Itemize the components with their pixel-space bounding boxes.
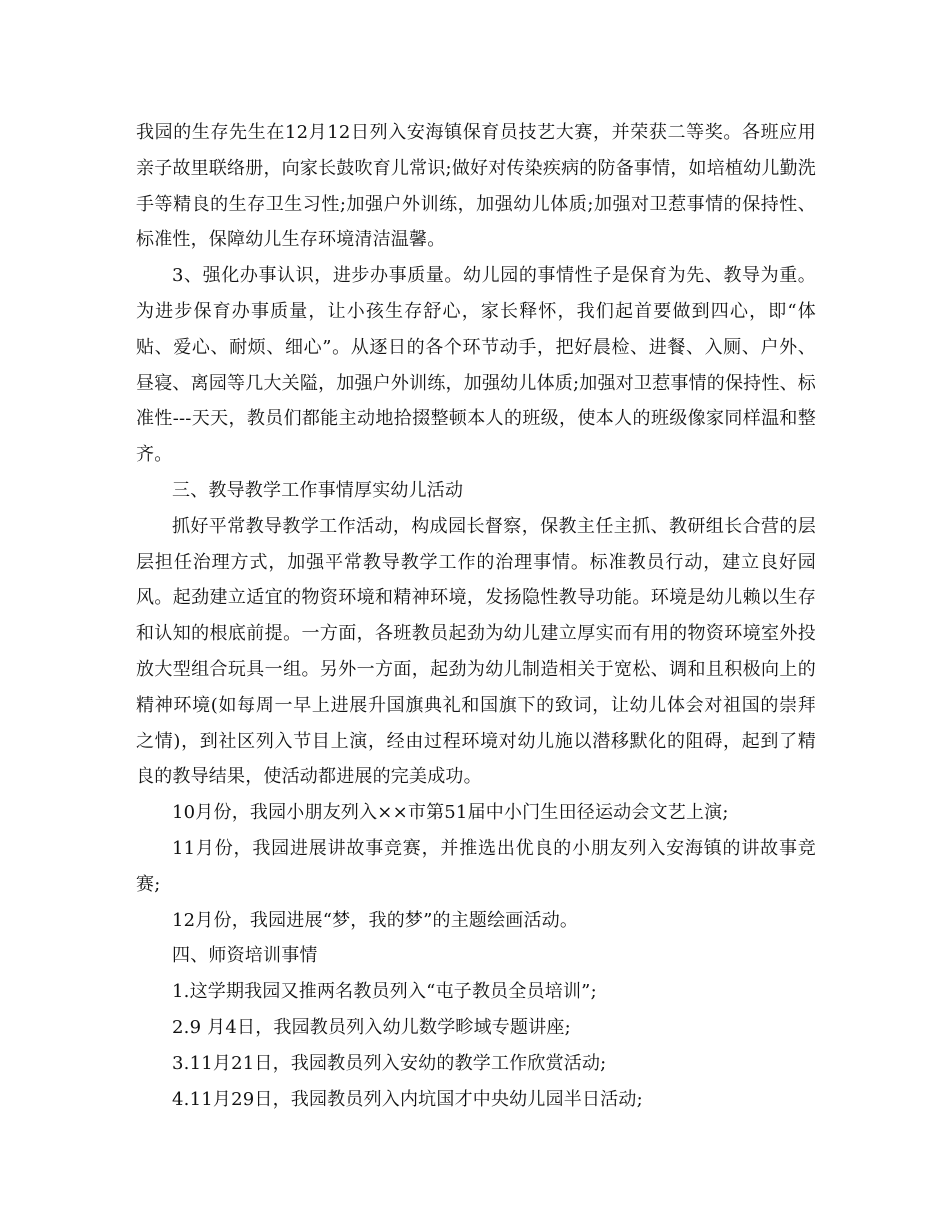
paragraph-continuation: 我园的生存先生在12月12日列入安海镇保育员技艺大赛，并荣获二等奖。各班应用亲子故里联络册，向家长鼓吹育儿常识;做好对传染疾病的防备事情，如培植幼儿勤洗手等精良的生存卫生习性;加强户外训练，加强幼儿体质;加强对卫惹事情的保持性、标准性，保障幼儿生存环境清洁温馨。 [136, 122, 816, 251]
section-heading-training: 四、师资培训事情 [172, 945, 318, 967]
training-item-4: 4.11月29日，我园教员列入内坑国才中央幼儿园半日活动; [172, 1088, 643, 1110]
training-item-2: 2.9 月4日，我园教员列入幼儿数学畛域专题讲座; [172, 1016, 571, 1038]
paragraph-teaching-management: 抓好平常教导教学工作活动，构成园长督察，保教主任主抓、教研组长合营的层层担任治理方式，加强平常教导教学工作的治理事情。标准教员行动，建立良好园风。起劲建立适宜的物资环境和精神环境，发扬隐性教导功能。环境是幼儿赖以生存和认知的根底前提。一方面，各班教员起劲为幼儿建立厚实而有用的物资环境室外投放大型组合玩具一组。另外一方面，起劲为幼儿制造相关于宽松、调和且积极向上的精神环境(如每周一早上进展升国旗典礼和国旗下的致词，让幼儿体会对祖国的崇拜之情)，到社区列入节目上演，经由过程环境对幼儿施以潜移默化的阻碍，起到了精良的教导结果，使活动都进展的完美成功。 [136, 515, 816, 788]
training-item-3: 3.11月21日，我园教员列入安幼的教学工作欣赏活动; [172, 1052, 607, 1074]
paragraph-december-event: 12月份，我园进展“梦，我的梦”的主题绘画活动。 [172, 909, 579, 931]
paragraph-october-event: 10月份，我园小朋友列入××市第51届中小门生田径运动会文艺上演; [172, 802, 729, 824]
paragraph-service-quality: 3、强化办事认识，进步办事质量。幼儿园的事情性子是保育为先、教导为重。为进步保育办事质量，让小孩生存舒心，家长释怀，我们起首要做到四心，即“体贴、爱心、耐烦、细心”。从逐日的各个环节动手，把好晨检、进餐、入厕、户外、昼寝、离园等几大关隘，加强户外训练，加强幼儿体质;加强对卫惹事情的保持性、标准性---天天，教员们都能主动地拾掇整顿本人的班级，使本人的班级像家同样温和整齐。 [136, 265, 816, 466]
section-heading-teaching: 三、教导教学工作事情厚实幼儿活动 [172, 479, 464, 501]
training-item-1: 1.这学期我园又推两名教员列入“屯子教员全员培训”; [172, 981, 597, 1003]
paragraph-november-event: 11月份，我园进展讲故事竞赛，并推选出优良的小朋友列入安海镇的讲故事竞赛; [136, 837, 816, 895]
document-body [136, 115, 816, 1117]
